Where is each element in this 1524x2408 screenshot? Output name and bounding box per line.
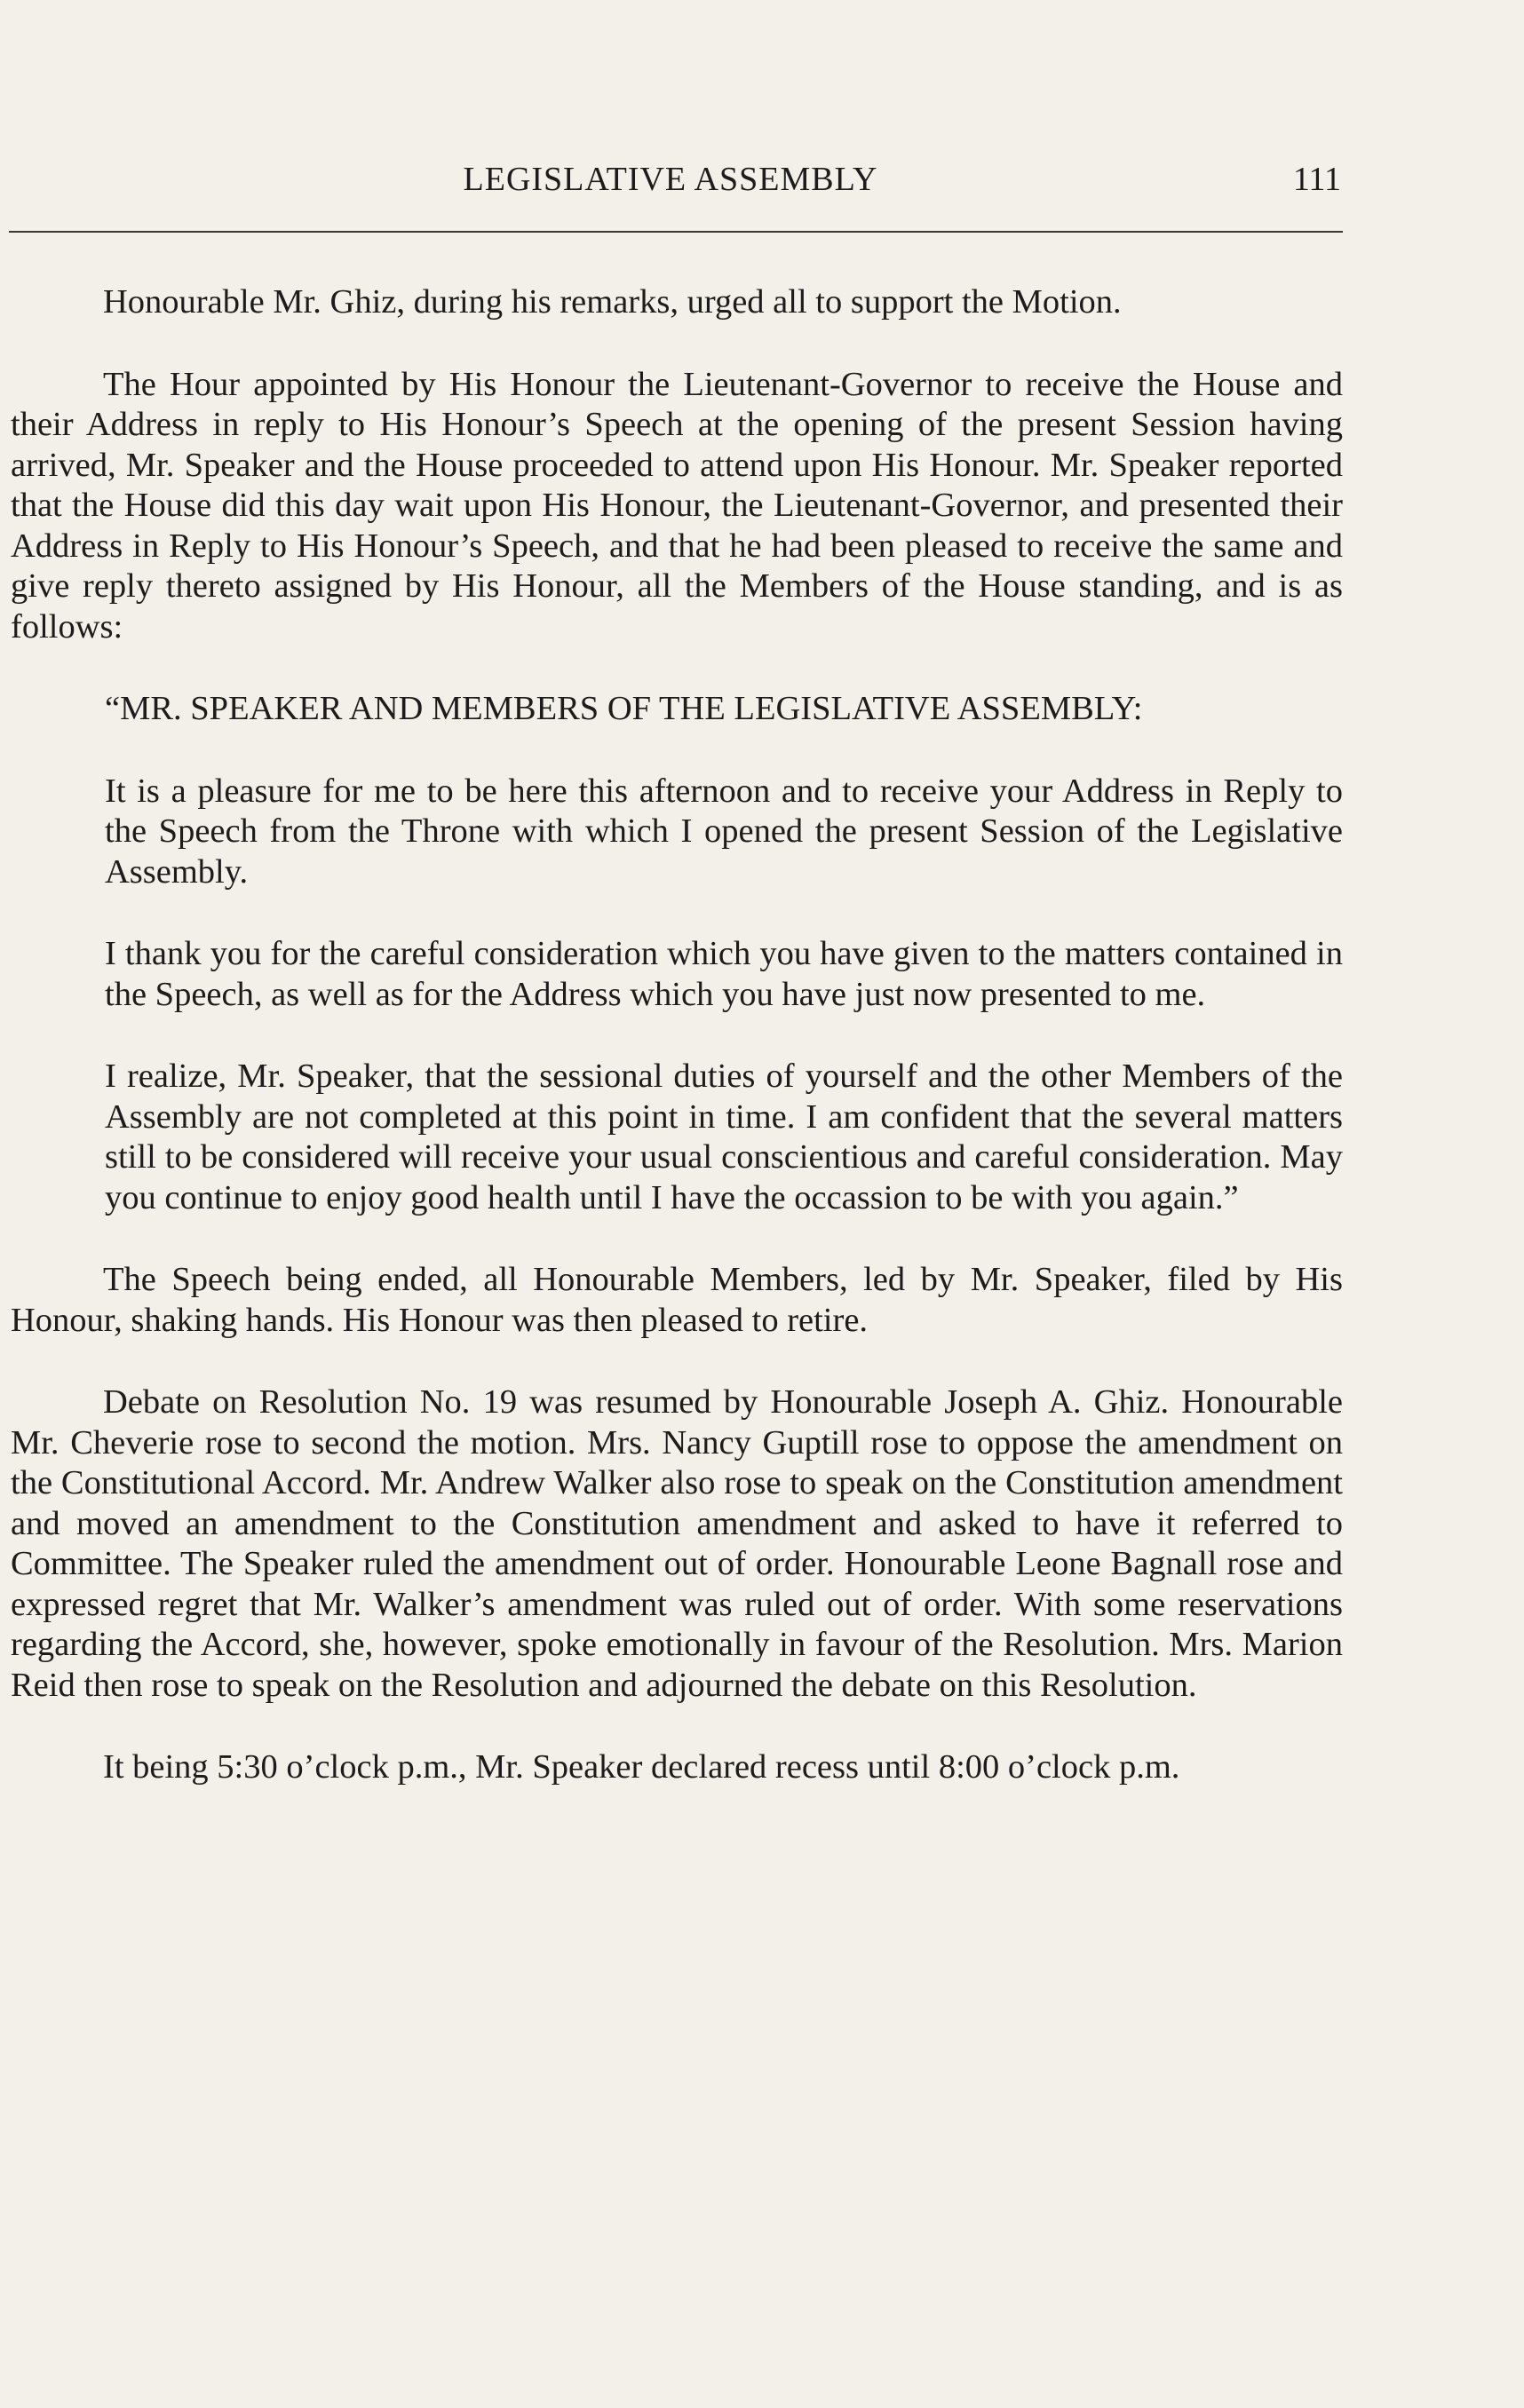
page-number: 111 <box>1292 161 1341 198</box>
paragraph-debate-resolution: Debate on Resolution No. 19 was resumed by Honourable Joseph A. Ghiz. Honourable Mr. Cheverie rose to second the motion. Mrs. Nancy Guptill rose to oppose the amendment on the Constitutional Accord. Mr. Andrew Walker also rose to speak on the Constitution amendment and moved an amendment to the Constitution amendment and asked to have it referred to Committee. The Speaker ruled the amendment out of order. Honourable Leone Bagnall rose and expressed regret that Mr. Walker’s amendment was ruled out of order. With some reservations regarding the Accord, she, however, spoke emotionally in favour of the Resolution. Mrs. Marion Reid then rose to speak on the Resolution and adjourned the debate on this Resolution. <box>11 1383 1343 1704</box>
address-heading: “MR. SPEAKER AND MEMBERS OF THE LEGISLATIVE ASSEMBLY: <box>105 690 1143 727</box>
paragraph-recess: It being 5:30 o’clock p.m., Mr. Speaker declared recess until 8:00 o’clock p.m. <box>103 1748 1180 1786</box>
paragraph-speech-ended: The Speech being ended, all Honourable Members, led by Mr. Speaker, filed by His Honour, shaking hands. His Honour was then pleased to retire. <box>11 1261 1343 1339</box>
header-rule <box>9 231 1343 233</box>
paragraph-hour-appointed: The Hour appointed by His Honour the Lieutenant-Governor to receive the House and their Address in reply to His Honour’s Speech at the opening of the present Session having arrived, Mr. Speaker and the House proceeded to attend upon His Honour. Mr. Speaker reported that the House did this day wait upon His Honour, the Lieutenant-Governor, and presented their Address in Reply to His Honour’s Speech, and that he had been pleased to receive the same and give reply thereto assigned by His Honour, all the Members of the House standing, and is as follows: <box>11 365 1343 646</box>
address-paragraph-pleasure: It is a pleasure for me to be here this afternoon and to receive your Address in Reply to the Speech from the Throne with which I opened the present Session of the Legislative Assembly. <box>105 772 1343 891</box>
address-paragraph-thanks: I thank you for the careful consideration which you have given to the matters contained in the Speech, as well as for the Address which you have just now presented to me. <box>105 935 1343 1013</box>
running-title: LEGISLATIVE ASSEMBLY <box>463 161 878 198</box>
running-head <box>0 160 1341 213</box>
address-paragraph-duties: I realize, Mr. Speaker, that the sessional duties of yourself and the other Members of the Assembly are not completed at this point in time. I am confident that the several matters still to be considered will receive your usual conscientious and careful consideration. May you continue to enjoy good health until I have the occassion to be with you again.” <box>105 1057 1343 1216</box>
paragraph-ghiz-remarks: Honourable Mr. Ghiz, during his remarks, urged all to support the Motion. <box>103 283 1122 321</box>
body-text <box>11 282 1343 1788</box>
